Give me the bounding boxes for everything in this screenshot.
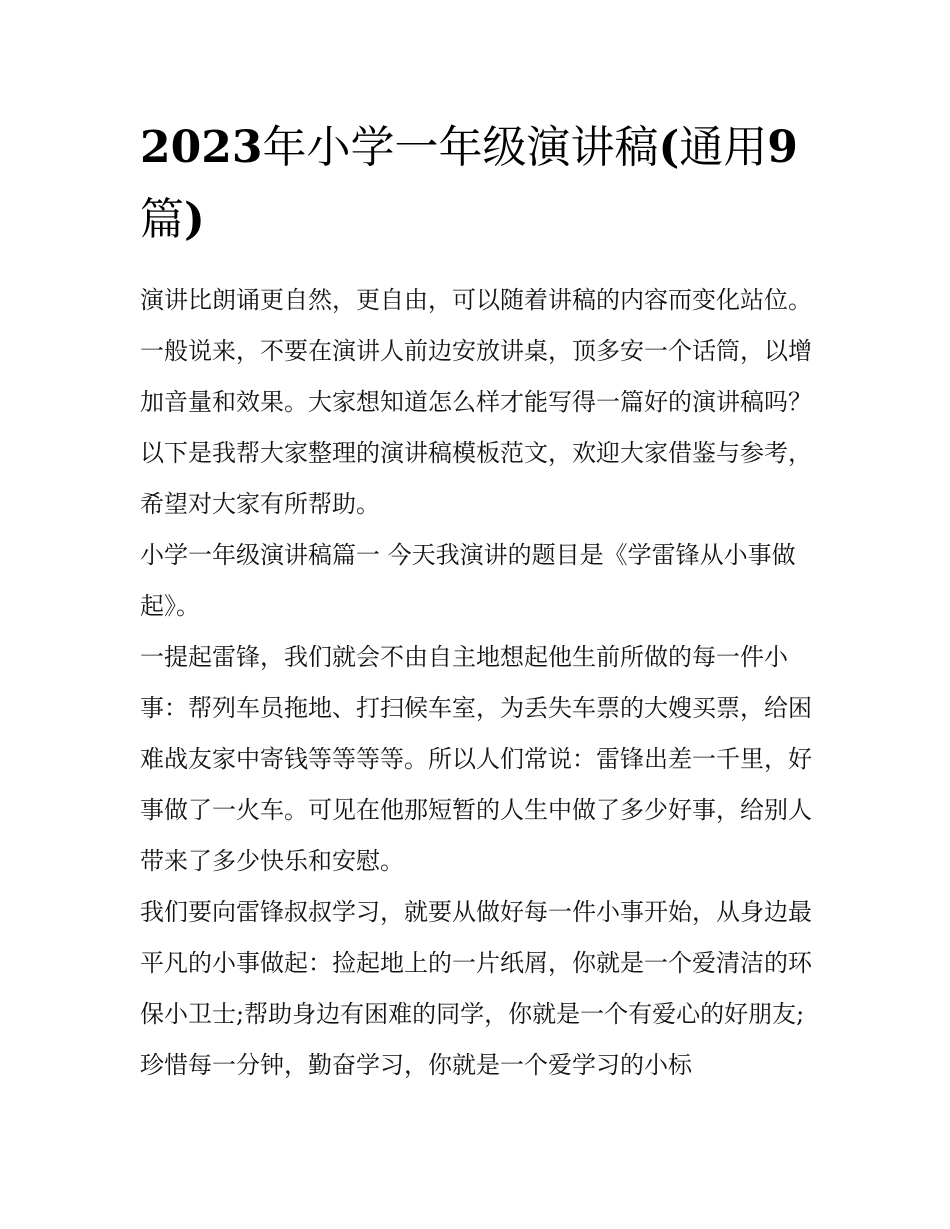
paragraph-leifeng-deeds: 一提起雷锋，我们就会不由自主地想起他生前所做的每一件小事：帮列车员拖地、打扫候车室，为丢失车票的大嫂买票，给困难战友家中寄钱等等等等。所以人们常说：雷锋出差一千里，好事做了一火车。可见在他那短暂的人生中做了多少好事，给别人带来了多少快乐和安慰。 <box>140 643 812 875</box>
paragraph-intro: 演讲比朗诵更自然，更自由，可以随着讲稿的内容而变化站位。一般说来，不要在演讲人前边安放讲桌，顶多安一个话筒，以增加音量和效果。大家想知道怎么样才能写得一篇好的演讲稿吗？以下是我帮大家整理的演讲稿模板范文，欢迎大家借鉴与参考，希望对大家有所帮助。 <box>140 286 812 518</box>
paragraph-learn-from-leifeng: 我们要向雷锋叔叔学习，就要从做好每一件小事开始，从身边最平凡的小事做起：捡起地上的一片纸屑，你就是一个爱清洁的环保小卫士;帮助身边有困难的同学，你就是一个有爱心的好朋友;珍惜每一分钟，勤奋学习，你就是一个爱学习的小标 <box>140 898 812 1079</box>
document-body <box>140 275 812 1091</box>
document-title: 2023年小学一年级演讲稿(通用9篇) <box>140 122 798 245</box>
paragraph-speech-heading: 小学一年级演讲稿篇一 今天我演讲的题目是《学雷锋从小事做起》。 <box>140 541 796 620</box>
